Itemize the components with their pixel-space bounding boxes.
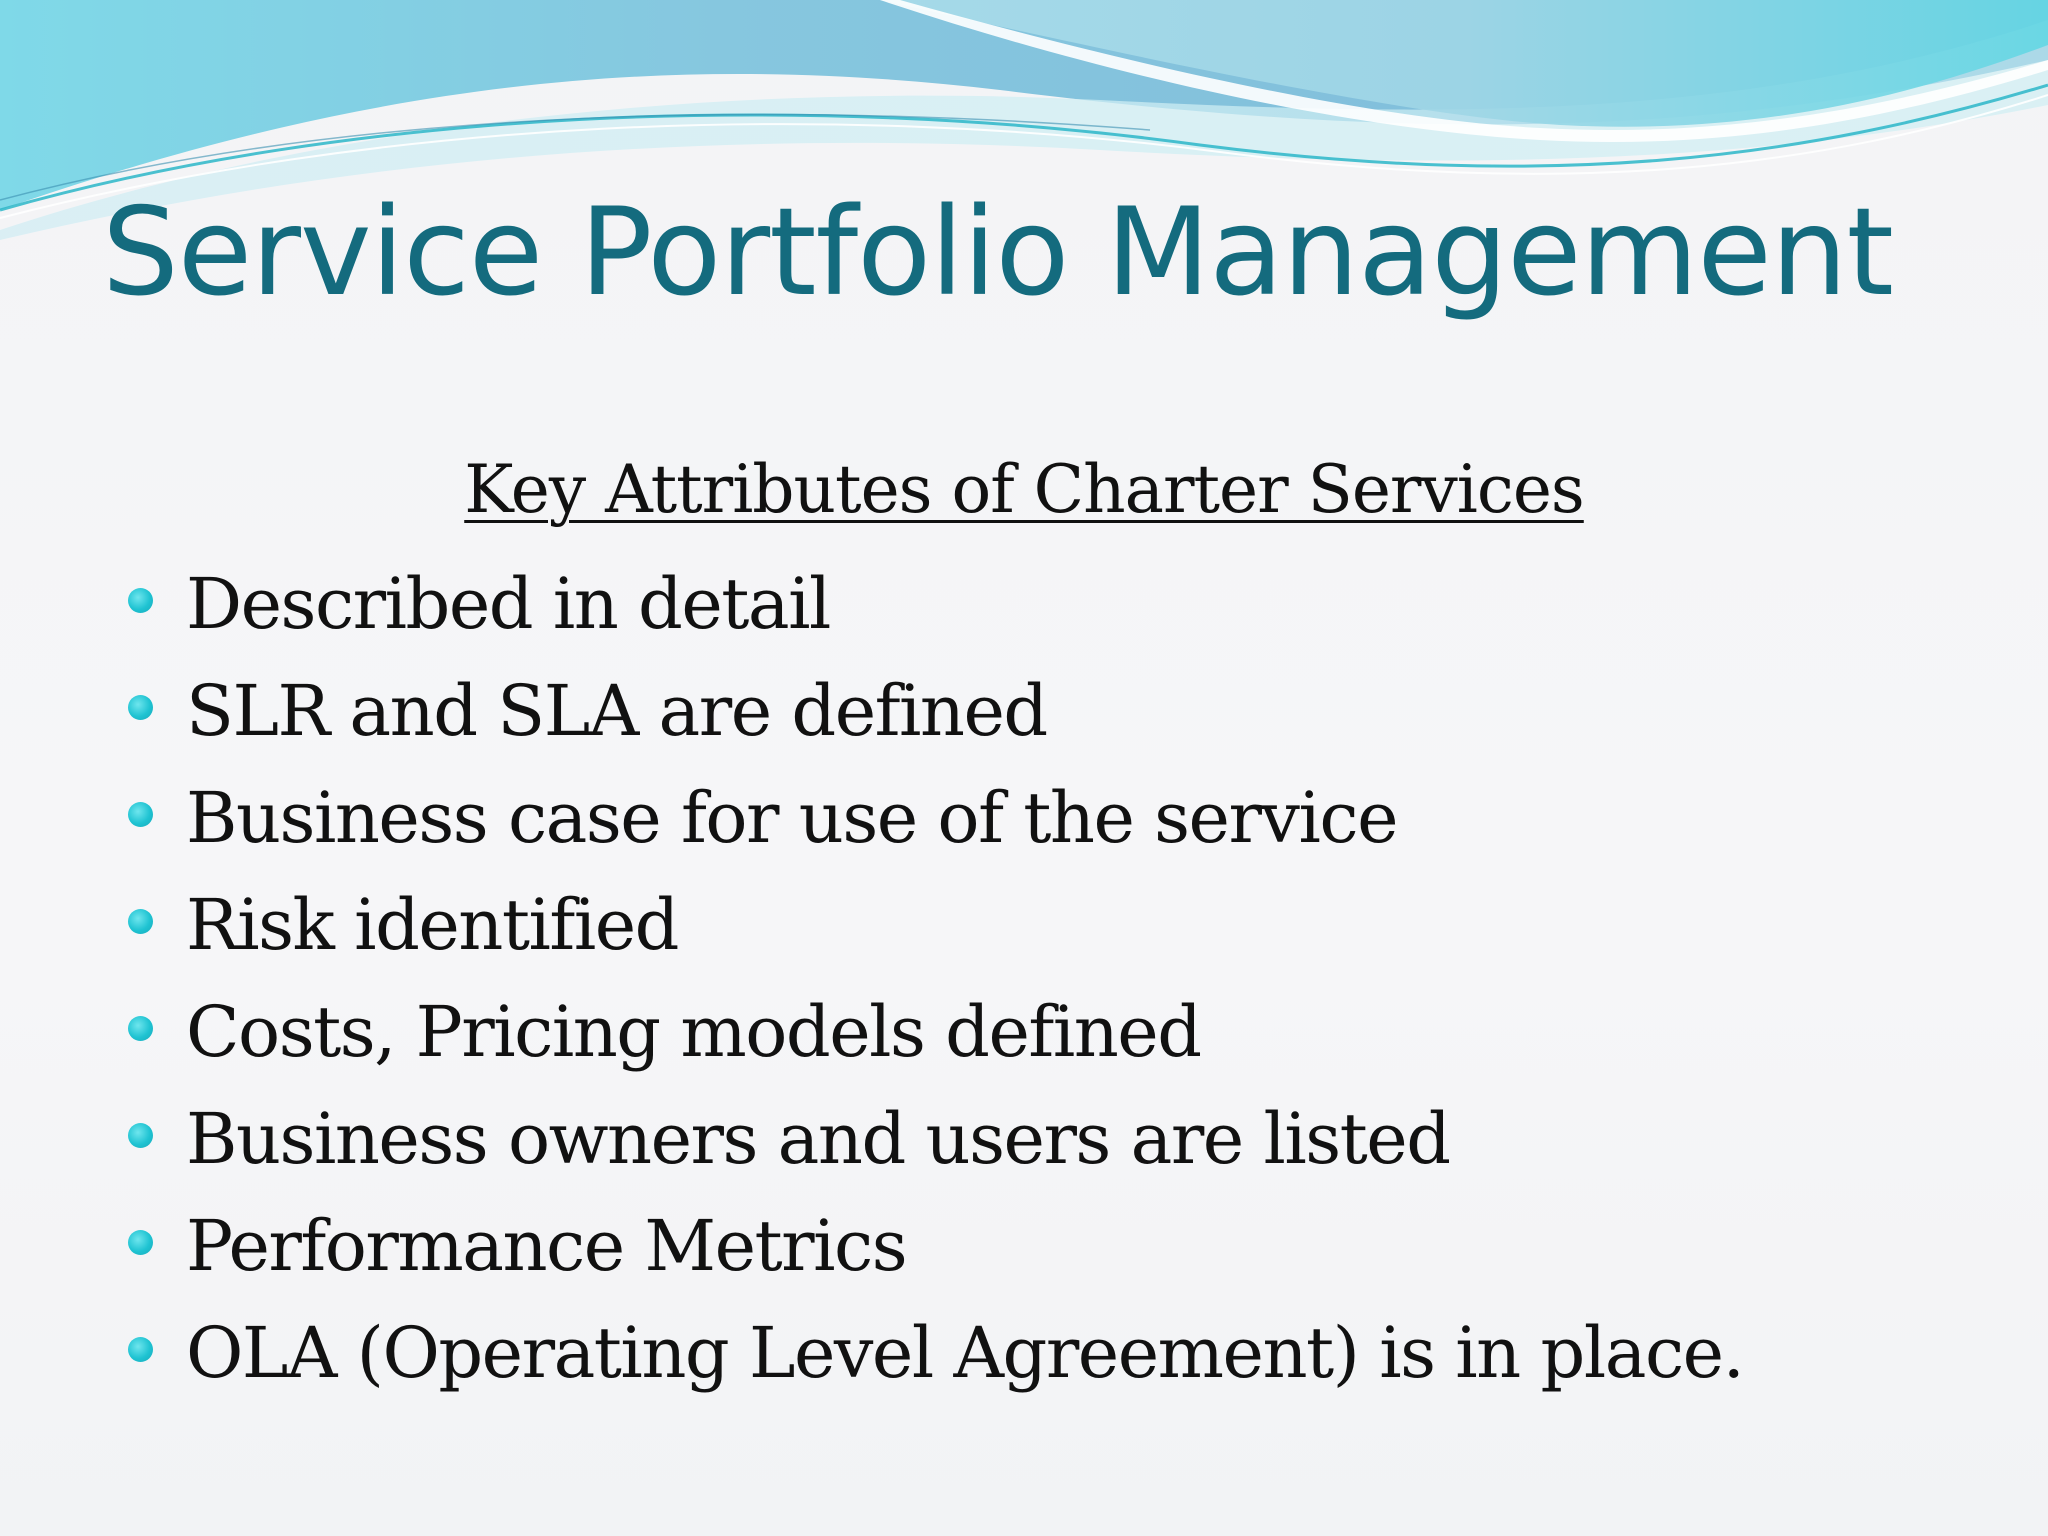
bullet-text: Costs, Pricing models defined [186,990,1201,1073]
bullet-dot-icon [128,1016,153,1041]
bullet-dot-icon [128,909,153,934]
bullet-list [128,550,2008,1406]
bullet-text: Risk identified [186,883,678,966]
section-heading: Key Attributes of Charter Services [464,451,1584,528]
bullet-item [128,1192,2008,1299]
bullet-item [128,550,2008,657]
bullet-text: Described in detail [186,562,830,645]
bullet-item [128,871,2008,978]
bullet-item [128,1085,2008,1192]
bullet-item [128,657,2008,764]
bullet-item [128,978,2008,1085]
bullet-text: SLR and SLA are defined [186,669,1047,752]
bullet-dot-icon [128,588,153,613]
bullet-dot-icon [128,1230,153,1255]
bullet-dot-icon [128,802,153,827]
slide-title: Service Portfolio Management [102,182,1893,323]
bullet-text: OLA (Operating Level Agreement) is in place. [186,1311,1744,1394]
bullet-item [128,1299,2008,1406]
bullet-dot-icon [128,1123,153,1148]
bullet-text: Business case for use of the service [186,776,1397,859]
bullet-item [128,764,2008,871]
bullet-dot-icon [128,1337,153,1362]
bullet-text: Performance Metrics [186,1204,907,1287]
bullet-text: Business owners and users are listed [186,1097,1450,1180]
bullet-dot-icon [128,695,153,720]
